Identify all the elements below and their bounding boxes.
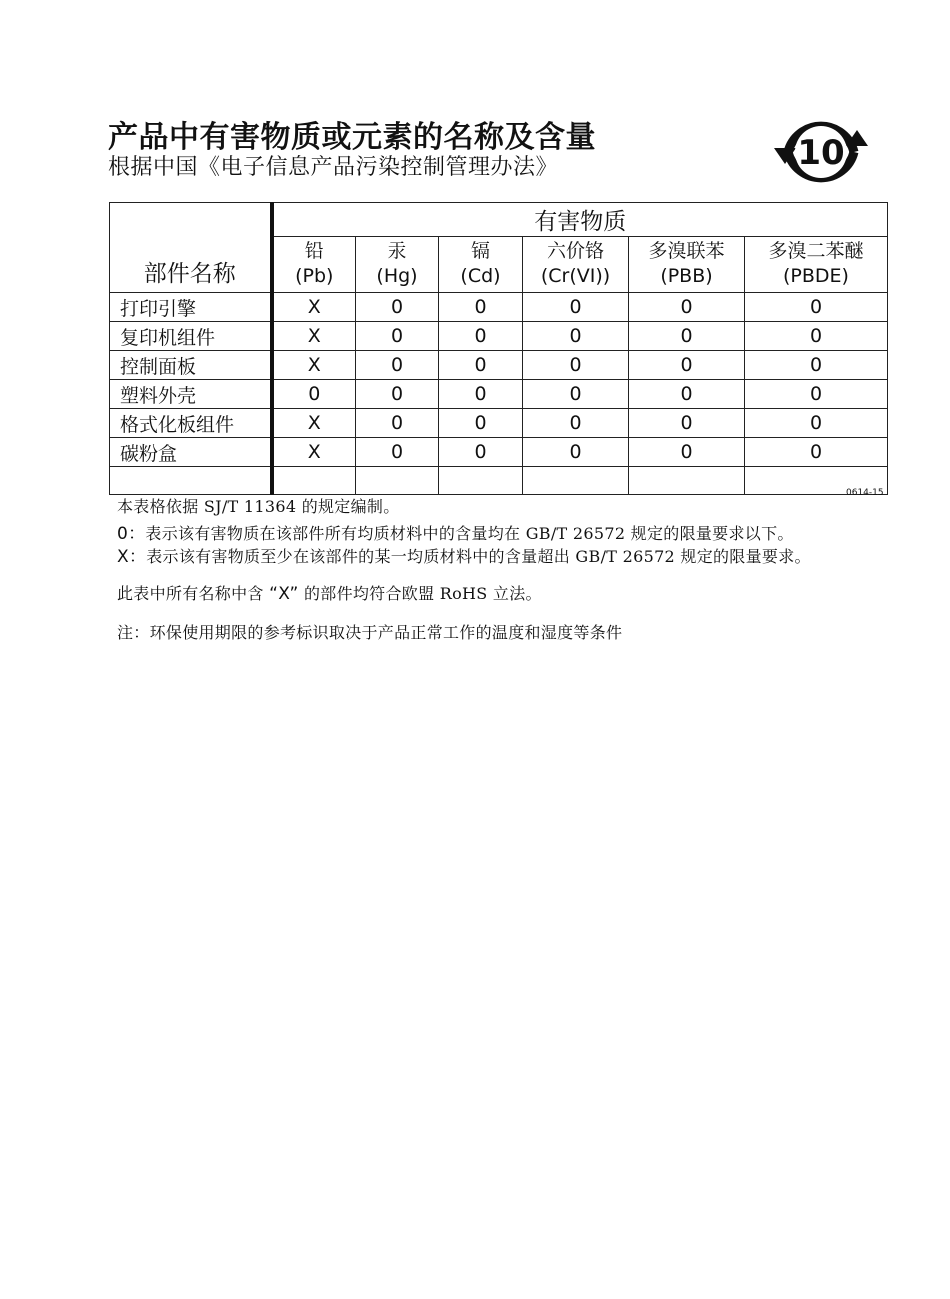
table-cell: 0	[439, 293, 523, 322]
note-efup: 注：环保使用期限的参考标识取决于产品正常工作的温度和湿度等条件	[117, 623, 623, 642]
table-cell: 0	[629, 293, 745, 322]
table-cell: 0	[439, 322, 523, 351]
substance-header: 多溴联苯 (PBB)	[629, 237, 745, 293]
table-row	[110, 322, 888, 351]
note-x	[117, 542, 811, 567]
table-cell: X	[272, 351, 356, 380]
table-row	[110, 438, 888, 467]
table-cell-empty	[110, 467, 272, 495]
part-name: 格式化板组件	[110, 409, 272, 438]
rohs-mark: “X”	[269, 584, 299, 604]
table-cell: 0	[629, 438, 745, 467]
table-cell: X	[272, 438, 356, 467]
table-cell-empty	[272, 467, 356, 495]
logo-number: 10	[797, 133, 845, 173]
table-cell: 0	[745, 380, 888, 409]
table-cell: 0	[745, 293, 888, 322]
hazardous-substances-header: 有害物质	[272, 203, 888, 237]
rohs-prefix: 此表中所有名称中含	[117, 584, 270, 603]
part-name: 塑料外壳	[110, 380, 272, 409]
part-name: 控制面板	[110, 351, 272, 380]
part-name: 复印机组件	[110, 322, 272, 351]
note-rohs	[117, 581, 542, 604]
table-cell: 0	[356, 380, 439, 409]
table-cell: X	[272, 293, 356, 322]
table-cell: 0	[523, 409, 629, 438]
table-cell-empty	[356, 467, 439, 495]
table-cell: 0	[356, 409, 439, 438]
table-cell: 0	[745, 409, 888, 438]
table-cell: 0	[523, 322, 629, 351]
table-cell: 0	[629, 409, 745, 438]
table-cell: 0	[523, 293, 629, 322]
table-row	[110, 351, 888, 380]
table-row	[110, 380, 888, 409]
table-cell: 0	[356, 293, 439, 322]
zero-mark: 0：	[117, 524, 146, 544]
table-cell: 0	[523, 438, 629, 467]
part-name: 碳粉盒	[110, 438, 272, 467]
table-cell: X	[272, 322, 356, 351]
table-row	[110, 409, 888, 438]
note-basis: 本表格依据 SJ/T 11364 的规定编制。	[117, 497, 400, 516]
efup-10-year-logo	[770, 102, 872, 194]
table-cell: 0	[272, 380, 356, 409]
page-subtitle: 根据中国《电子信息产品污染控制管理办法》	[108, 155, 559, 180]
table-cell: 0	[745, 438, 888, 467]
table-cell: 0	[439, 380, 523, 409]
document-code: 0614-15	[846, 488, 884, 498]
x-text: 表示该有害物质至少在该部件的某一均质材料中的含量超出 GB/T 26572 规定的限量要求。	[146, 547, 811, 566]
table-cell: 0	[745, 351, 888, 380]
table-cell: 0	[745, 322, 888, 351]
table-row-empty	[110, 467, 888, 495]
table-cell: 0	[356, 351, 439, 380]
table-cell: 0	[523, 380, 629, 409]
table-cell-empty	[439, 467, 523, 495]
part-name-header: 部件名称	[110, 203, 272, 293]
table-cell: 0	[356, 322, 439, 351]
table-cell: 0	[356, 438, 439, 467]
table-cell-empty	[629, 467, 745, 495]
substance-header: 汞 (Hg)	[356, 237, 439, 293]
substance-header: 多溴二苯醚 (PBDE)	[745, 237, 888, 293]
table-cell: 0	[629, 351, 745, 380]
table-cell: 0	[439, 409, 523, 438]
table-cell: 0	[629, 380, 745, 409]
zero-text: 表示该有害物质在该部件所有均质材料中的含量均在 GB/T 26572 规定的限量要求以下。	[145, 524, 794, 543]
table-cell-empty	[523, 467, 629, 495]
table-cell: 0	[629, 322, 745, 351]
note-zero	[117, 519, 794, 544]
table-cell: 0	[439, 351, 523, 380]
table-cell: 0	[523, 351, 629, 380]
table-cell: 0	[439, 438, 523, 467]
substance-header: 六价铬 (Cr(VI))	[523, 237, 629, 293]
page-title: 产品中有害物质或元素的名称及含量	[108, 120, 596, 155]
substance-header: 镉 (Cd)	[439, 237, 523, 293]
substance-header: 铅 (Pb)	[272, 237, 356, 293]
part-name: 打印引擎	[110, 293, 272, 322]
x-mark: X：	[117, 547, 147, 567]
table-row	[110, 293, 888, 322]
rohs-suffix: 的部件均符合欧盟 RoHS 立法。	[298, 584, 542, 603]
table-cell: X	[272, 409, 356, 438]
hazardous-substances-table	[109, 202, 888, 495]
